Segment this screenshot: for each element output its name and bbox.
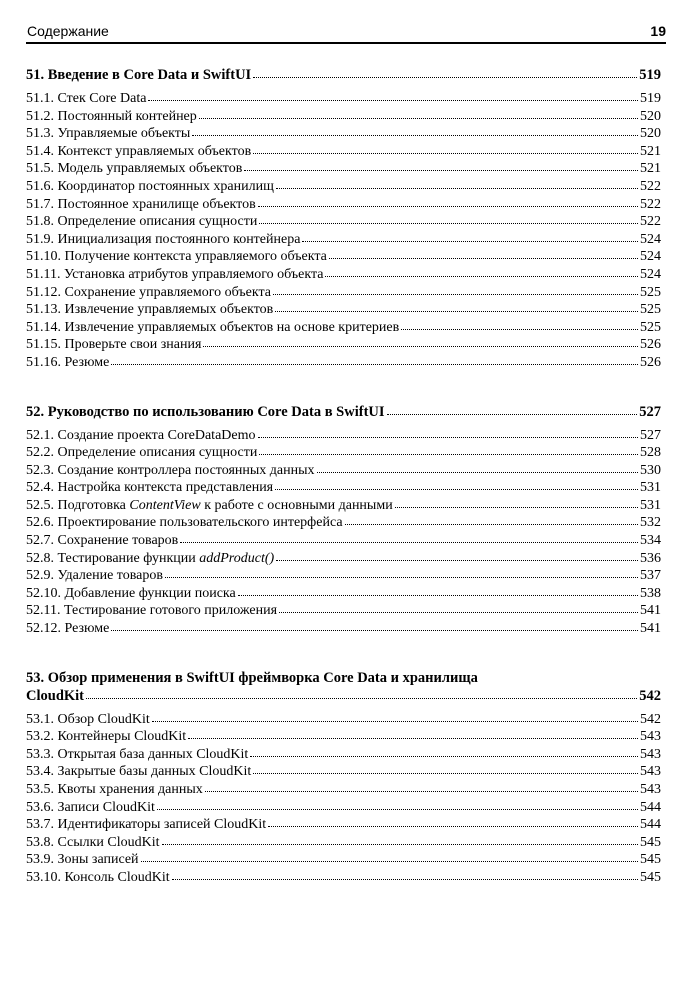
toc-section[interactable]	[26, 354, 661, 372]
section-title: 52.12. Резюме	[26, 621, 110, 637]
toc-section[interactable]	[26, 620, 661, 638]
section-page: 520	[640, 108, 661, 124]
toc-section[interactable]	[26, 834, 661, 852]
section-page: 522	[640, 178, 661, 194]
section-title: 53.4. Закрытые базы данных CloudKit	[26, 764, 252, 780]
toc-section[interactable]	[26, 266, 661, 284]
dot-leader	[152, 721, 638, 722]
toc-section[interactable]	[26, 248, 661, 266]
section-title: 51.13. Извлечение управляемых объектов	[26, 302, 274, 318]
dot-leader	[276, 188, 638, 189]
chapter-heading[interactable]	[26, 403, 661, 421]
dot-leader	[141, 861, 638, 862]
section-title: 53.1. Обзор CloudKit	[26, 711, 150, 727]
section-page: 543	[640, 729, 661, 745]
dot-leader	[329, 258, 638, 259]
dot-leader	[162, 844, 638, 845]
section-page: 543	[640, 746, 661, 762]
toc-section[interactable]	[26, 585, 661, 603]
dot-leader	[250, 756, 638, 757]
dot-leader	[253, 77, 637, 78]
dot-leader	[86, 698, 637, 699]
section-title	[26, 550, 274, 568]
toc-section[interactable]	[26, 728, 661, 746]
dot-leader	[395, 507, 638, 508]
section-title: 51.5. Модель управляемых объектов	[26, 161, 243, 177]
section-title: 53.8. Ссылки CloudKit	[26, 834, 160, 850]
section-title-pre: 52.8. Тестирование функции	[26, 550, 200, 566]
toc-section[interactable]	[26, 427, 661, 445]
toc-section[interactable]	[26, 90, 661, 108]
section-page: 525	[640, 284, 661, 300]
toc-section[interactable]	[26, 514, 661, 532]
section-page: 534	[640, 533, 661, 549]
dot-leader	[276, 560, 638, 561]
dot-leader	[275, 489, 638, 490]
section-title: 51.3. Управляемые объекты	[26, 126, 191, 142]
section-title-post: к работе с основными данными	[200, 497, 393, 513]
toc-chapter-53	[26, 669, 661, 887]
section-page: 544	[640, 817, 661, 833]
section-page: 537	[640, 568, 661, 584]
chapter-title-line1: 53. Обзор применения в SwiftUI фреймворка Core Data и хранилища	[26, 669, 478, 686]
dot-leader	[258, 437, 638, 438]
chapter-page: 519	[639, 67, 661, 83]
chapter-page: 527	[639, 403, 661, 420]
dot-leader	[273, 294, 638, 295]
section-title: 51.6. Координатор постоянных хранилищ	[26, 178, 274, 194]
section-title-emphasis: ContentView	[129, 497, 201, 513]
toc-section[interactable]	[26, 213, 661, 231]
toc-chapter-52	[26, 403, 661, 638]
section-page: 526	[640, 337, 661, 353]
toc-section[interactable]	[26, 532, 661, 550]
table-of-contents	[26, 66, 661, 887]
toc-section[interactable]	[26, 567, 661, 585]
toc-section[interactable]	[26, 851, 661, 869]
toc-section[interactable]	[26, 231, 661, 249]
section-title: 51.11. Установка атрибутов управляемого объекта	[26, 266, 324, 282]
section-page: 521	[640, 143, 661, 159]
toc-section[interactable]	[26, 550, 661, 568]
section-page: 531	[640, 497, 661, 513]
toc-section[interactable]	[26, 178, 661, 196]
section-page: 541	[640, 621, 661, 637]
dot-leader	[259, 454, 638, 455]
toc-section[interactable]	[26, 781, 661, 799]
section-page: 530	[640, 462, 661, 478]
toc-section[interactable]	[26, 336, 661, 354]
section-page: 532	[640, 515, 661, 531]
dot-leader	[148, 100, 638, 101]
section-title: 52.9. Удаление товаров	[26, 568, 163, 584]
toc-section[interactable]	[26, 763, 661, 781]
section-title-emphasis: addProduct()	[199, 550, 275, 566]
section-page: 522	[640, 214, 661, 230]
section-title: 51.4. Контекст управляемых объектов	[26, 143, 252, 159]
section-page: 545	[640, 869, 661, 885]
dot-leader	[111, 364, 638, 365]
dot-leader	[275, 311, 638, 312]
section-title: 52.4. Настройка контекста представления	[26, 480, 274, 496]
chapter-page: 542	[639, 687, 661, 704]
section-title: 51.10. Получение контекста управляемого объекта	[26, 249, 327, 265]
toc-section[interactable]	[26, 799, 661, 817]
toc-section[interactable]	[26, 444, 661, 462]
section-title	[26, 497, 393, 515]
section-title: 51.16. Резюме	[26, 354, 110, 370]
section-title: 52.1. Создание проекта CoreDataDemo	[26, 427, 256, 443]
section-page: 544	[640, 799, 661, 815]
chapter-title-line2: CloudKit	[26, 687, 85, 704]
toc-section[interactable]	[26, 711, 661, 729]
section-title-pre: 52.5. Подготовка	[26, 497, 130, 513]
toc-section[interactable]	[26, 319, 661, 337]
section-page: 525	[640, 319, 661, 335]
toc-section[interactable]	[26, 869, 661, 887]
dot-leader	[172, 879, 638, 880]
dot-leader	[345, 524, 638, 525]
toc-section[interactable]	[26, 497, 661, 515]
section-title: 53.5. Квоты хранения данных	[26, 782, 203, 797]
running-header-title: Содержание	[27, 23, 109, 39]
chapter-title: 52. Руководство по использованию Core Data в SwiftUI	[26, 403, 385, 420]
dot-leader	[180, 542, 638, 543]
dot-leader	[279, 612, 638, 613]
dot-leader	[238, 595, 638, 596]
dot-leader	[387, 414, 638, 415]
dot-leader	[157, 809, 638, 810]
toc-section[interactable]	[26, 160, 661, 178]
dot-leader	[203, 346, 638, 347]
section-page: 525	[640, 302, 661, 318]
section-title: 51.8. Определение описания сущности	[26, 214, 258, 230]
section-page: 541	[640, 603, 661, 619]
section-page: 538	[640, 585, 661, 601]
section-page: 524	[640, 231, 661, 247]
chapter-heading[interactable]	[26, 66, 661, 84]
section-title: 51.14. Извлечение управляемых объектов на основе критериев	[26, 319, 400, 335]
toc-section[interactable]	[26, 196, 661, 214]
dot-leader	[244, 170, 638, 171]
section-page: 531	[640, 480, 661, 496]
section-page: 542	[640, 711, 661, 727]
section-page: 543	[640, 782, 661, 797]
section-page: 519	[640, 91, 661, 106]
section-title: 52.10. Добавление функции поиска	[26, 585, 236, 601]
section-title: 53.9. Зоны записей	[26, 852, 139, 868]
section-title: 52.3. Создание контроллера постоянных данных	[26, 462, 315, 478]
toc-section[interactable]	[26, 479, 661, 497]
section-title: 53.10. Консоль CloudKit	[26, 869, 170, 885]
section-title: 53.3. Открытая база данных CloudKit	[26, 746, 249, 762]
page-number: 19	[650, 23, 666, 39]
toc-section[interactable]	[26, 462, 661, 480]
chapter-title: 51. Введение в Core Data и SwiftUI	[26, 67, 252, 83]
dot-leader	[258, 206, 638, 207]
dot-leader	[188, 738, 638, 739]
dot-leader	[259, 223, 638, 224]
section-title: 51.7. Постоянное хранилище объектов	[26, 196, 256, 212]
toc-section[interactable]	[26, 284, 661, 302]
section-title: 52.11. Тестирование готового приложения	[26, 603, 278, 619]
toc-chapter-51	[26, 66, 661, 372]
toc-section[interactable]	[26, 602, 661, 620]
section-page: 524	[640, 249, 661, 265]
section-title: 52.7. Сохранение товаров	[26, 533, 179, 549]
toc-section[interactable]	[26, 301, 661, 319]
dot-leader	[317, 472, 638, 473]
section-page: 522	[640, 196, 661, 212]
section-page: 545	[640, 852, 661, 868]
section-page: 536	[640, 550, 661, 566]
dot-leader	[253, 773, 638, 774]
section-title: 51.12. Сохранение управляемого объекта	[26, 284, 271, 300]
section-title: 51.9. Инициализация постоянного контейнера	[26, 231, 301, 247]
dot-leader	[325, 276, 638, 277]
section-page: 526	[640, 354, 661, 370]
toc-section[interactable]	[26, 816, 661, 834]
section-title: 53.7. Идентификаторы записей CloudKit	[26, 817, 267, 833]
toc-section[interactable]	[26, 125, 661, 143]
dot-leader	[302, 241, 638, 242]
section-page: 524	[640, 266, 661, 282]
running-header	[26, 22, 666, 44]
section-title: 53.6. Записи CloudKit	[26, 799, 155, 815]
chapter-heading[interactable]	[26, 669, 661, 705]
chapter-title-line2-row	[26, 687, 661, 705]
dot-leader	[268, 826, 638, 827]
dot-leader	[401, 329, 638, 330]
dot-leader	[192, 135, 638, 136]
section-title: 51.15. Проверьте свои знания	[26, 337, 202, 353]
toc-section[interactable]	[26, 746, 661, 764]
section-page: 545	[640, 834, 661, 850]
dot-leader	[199, 118, 638, 119]
section-page: 521	[640, 161, 661, 177]
dot-leader	[253, 153, 638, 154]
dot-leader	[205, 791, 638, 792]
section-title: 52.2. Определение описания сущности	[26, 445, 258, 461]
section-page: 527	[640, 427, 661, 443]
section-title: 52.6. Проектирование пользовательского интерфейса	[26, 515, 343, 531]
section-page: 520	[640, 126, 661, 142]
section-title: 51.2. Постоянный контейнер	[26, 108, 197, 124]
dot-leader	[165, 577, 638, 578]
section-title: 53.2. Контейнеры CloudKit	[26, 729, 187, 745]
section-title: 51.1. Стек Core Data	[26, 91, 147, 106]
dot-leader	[111, 630, 638, 631]
toc-section[interactable]	[26, 108, 661, 126]
toc-section[interactable]	[26, 143, 661, 161]
section-page: 528	[640, 445, 661, 461]
section-page: 543	[640, 764, 661, 780]
